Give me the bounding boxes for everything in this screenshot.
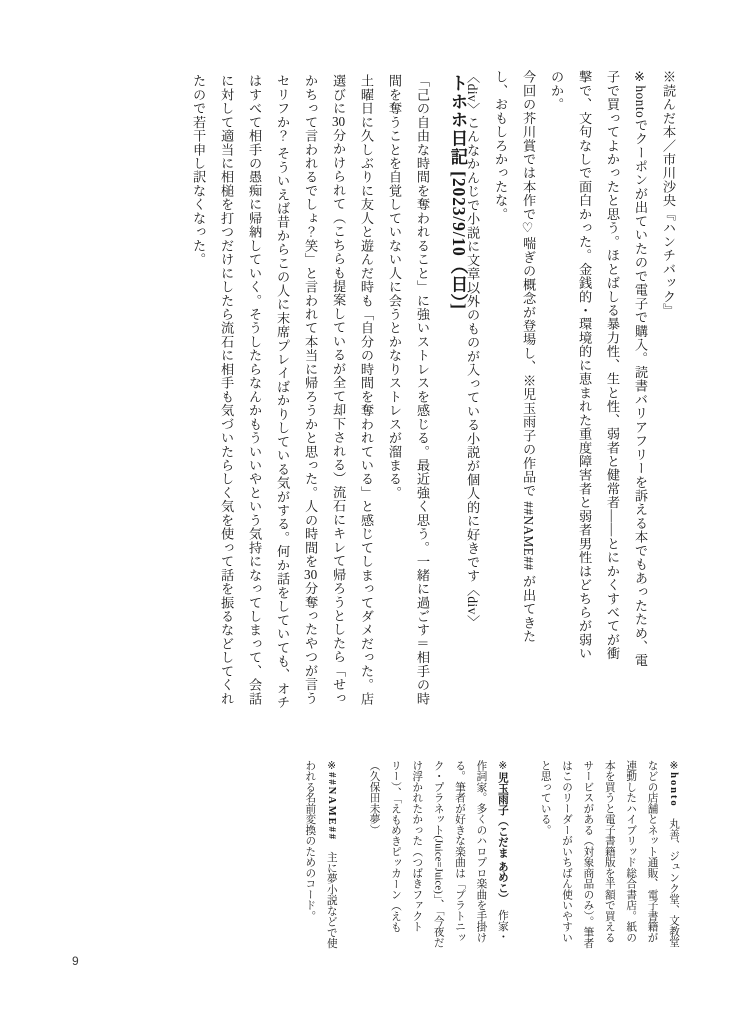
footnote-text: 主に夢小説などで使われる名前変換のためのコード。	[304, 760, 337, 949]
latin-run: div	[465, 596, 481, 615]
footnote-marker: ※	[496, 760, 508, 773]
footnote-text: 丸善、ジュンク堂、文教堂などの店舗とネット通販、電子書籍が連動したハイブリッド総合書店。紙の本を買うと電子書籍版を半額で買えるサービスがある（対象商品のみ）。筆者はこのリーダーがいちばん使いやすいと思っている。	[539, 760, 679, 949]
text-paragraph: 〈div〉こんなかんじで小説に文章以外のものが入っている小説が個人的に好きです〈div〉	[465, 70, 481, 629]
footnote-item	[299, 760, 342, 950]
footnote-item	[363, 760, 513, 950]
text-paragraph: 土曜日に久しぶりに友人と遊んだ時も「自分の時間を奪われている」と感じてしまってダメだった。店選びに30分かけられて（こちらも提案しているが全て却下される）流石にキレて帰ろうとしたら「せっかちって言われるでしょ？笑」と言われて本当に帰ろうかと思った。人の時間を30分奪ったやつが言うセリフか？ そういえば昔からこの人に末席プレイばかりしている気がする。何か話をしていても、オチはすべて相手の愚痴に帰納していく。そうしたらなんかもういいやという気持になってしまって、会話に対して適当に相槌を打つだけにしたら流石に相手も気づいたらしく気を使って話を振るなどしてくれたので若干申し訳なくなった。	[191, 74, 375, 710]
footnote-term: ##NAME##	[325, 772, 337, 841]
latin-run: 2023/9/10	[449, 177, 469, 257]
latin-run: ##NAME##	[521, 501, 537, 571]
page-number: 9	[72, 954, 79, 968]
footnote-marker: ※	[668, 760, 679, 773]
latin-run: 30	[303, 568, 318, 582]
footnote-term: 児玉雨子（こだま あめこ）	[496, 772, 508, 899]
latin-run: div	[465, 83, 481, 103]
text-paragraph: ※hontoでクーポンが出ていたので電子で購入。読書バリアフリーを訴える本でもあったため、電子で買ってよかったと思う。ほとばしる暴力性、生と性、弱者と健常者――とにかくすべてが衝撃で、文句なしで面白かった。金銭的・環境的に恵まれた重度障害者と弱者男性はどちらが弱いのか。	[549, 70, 649, 668]
footnote-text: 作家・作詞家。多くのハロプロ楽曲を手掛ける。筆者が好きな楽曲は「プラトニック・プラネット(Juice=Juice)」、「今夜だけ浮かれたかった（つばきファクトリー）、「えもめきピッカーン（えも（久保田未夢）	[368, 760, 508, 948]
latin-run: honto	[633, 85, 649, 119]
diary-heading: トホホ日記 [2023/9/10（日）]	[449, 74, 469, 310]
text-paragraph: 今回の芥川賞では本作で♡喘ぎの概念が登場し、※児玉雨子の作品で ##NAME## が出てきたし、おもしろかったな。	[493, 70, 537, 644]
latin-run: 30	[331, 115, 346, 129]
diary-body-text	[126, 74, 436, 714]
book-review-text	[465, 70, 682, 670]
text-paragraph: ※読んだ本／市川沙央『ハンチバック』	[661, 70, 676, 318]
footnote-term: honto	[668, 772, 679, 808]
footnotes-block	[144, 760, 684, 950]
latin-run: Juice=Juice	[432, 839, 444, 891]
text-paragraph: 「己の自由な時間を奪われること」に強いストレスを感じる。最近強く思う。一緒に過ごす＝相手の時間を奪うことを自覚していない人に会うとかなりストレスが溜まる。	[387, 74, 430, 706]
footnote-item	[534, 760, 684, 950]
footnote-marker: ※	[325, 760, 337, 773]
